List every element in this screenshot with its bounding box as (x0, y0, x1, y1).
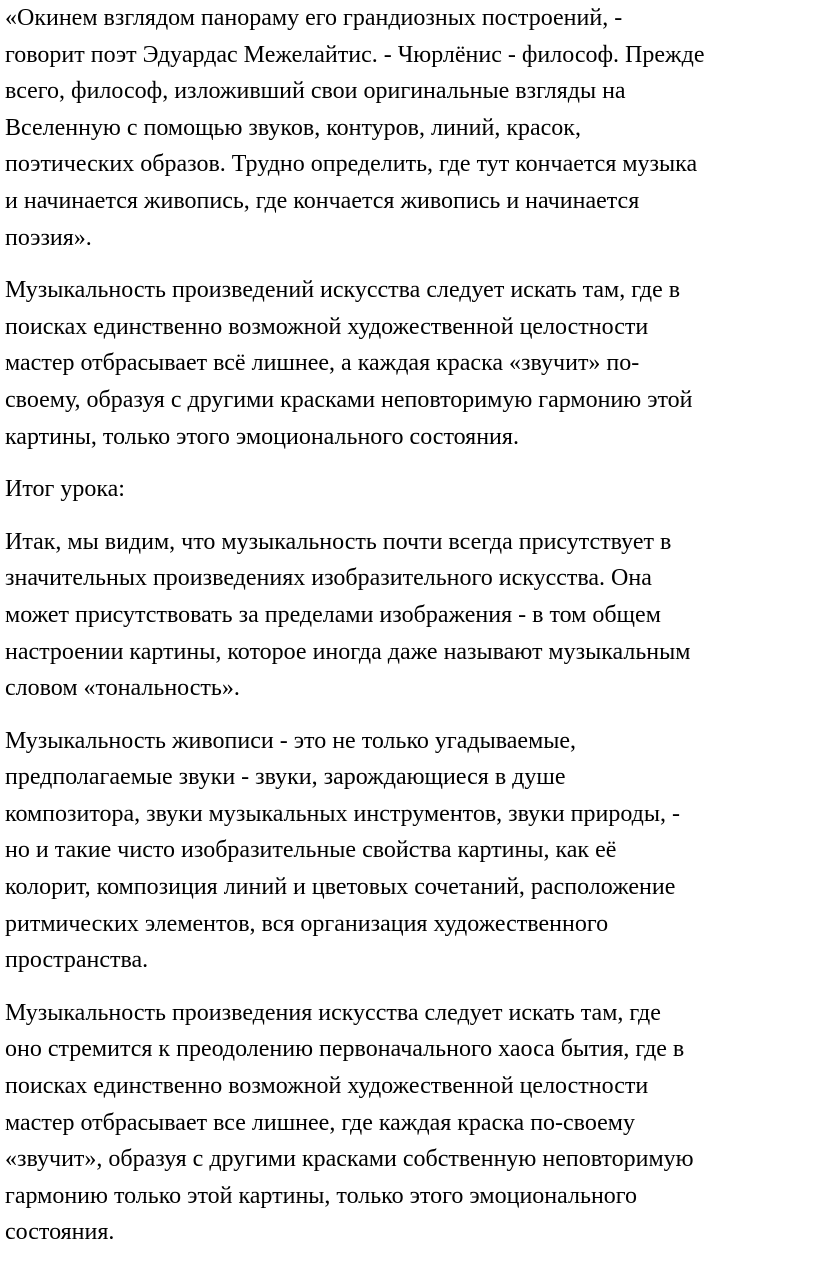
paragraph-gap (5, 455, 816, 471)
paragraph-quote (5, 0, 816, 256)
text-line: Итак, мы видим, что музыкальность почти всегда присутствует в (5, 528, 672, 555)
text-line: картины, только этого эмоционального состояния. (5, 423, 519, 450)
paragraph-gap (5, 979, 816, 995)
text-line: поисках единственно возможной художественной целостности (5, 313, 649, 340)
text-line: может присутствовать за пределами изображения - в том общем (5, 601, 661, 628)
text-line: Музыкальность произведения искусства следует искать там, где (5, 999, 661, 1026)
text-line: мастер отбрасывает всё лишнее, а каждая краска «звучит» по- (5, 350, 640, 377)
text-line: поэзия». (5, 224, 92, 251)
paragraph-gap (5, 707, 816, 723)
text-line: пространства. (5, 947, 149, 974)
paragraph-artwork-musicality (5, 995, 816, 1251)
paragraph-musicality (5, 272, 816, 455)
text-line: своему, образуя с другими красками неповторимую гармонию этой (5, 386, 693, 413)
text-line: колорит, композиция линий и цветовых сочетаний, расположение (5, 874, 676, 901)
text-line: композитора, звуки музыкальных инструментов, звуки природы, - (5, 800, 680, 827)
text-line: поэтических образов. Трудно определить, где тут кончается музыка (5, 151, 698, 178)
paragraph-painting-musicality (5, 723, 816, 979)
paragraph-gap (5, 256, 816, 272)
text-line: и начинается живопись, где кончается живопись и начинается (5, 187, 640, 214)
text-line: Музыкальность произведений искусства следует искать там, где в (5, 277, 681, 304)
text-line: ритмических элементов, вся организация художественного (5, 910, 609, 937)
text-line: говорит поэт Эдуардас Межелайтис. - Чюрлёнис - философ. Прежде (5, 41, 705, 68)
text-line: мастер отбрасывает все лишнее, где каждая краска по-своему (5, 1109, 635, 1136)
text-line: предполагаемые звуки - звуки, зарождающиеся в душе (5, 764, 566, 791)
text-line: «Окинем взглядом панораму его грандиозных построений, - (5, 5, 623, 31)
text-line: всего, философ, изложивший свои оригинальные взгляды на (5, 78, 626, 105)
text-line: состояния. (5, 1219, 115, 1246)
document-page (5, 0, 816, 1251)
text-line: Вселенную с помощью звуков, контуров, линий, красок, (5, 114, 581, 141)
text-line: но и такие чисто изобразительные свойства картины, как её (5, 837, 617, 864)
text-line: гармонию только этой картины, только этого эмоционального (5, 1182, 638, 1209)
text-line: Итог урока: (5, 476, 125, 503)
text-line: «звучит», образуя с другими красками собственную неповторимую (5, 1146, 694, 1173)
text-line: оно стремится к преодолению первоначального хаоса бытия, где в (5, 1036, 685, 1063)
text-line: значительных произведениях изобразительного искусства. Она (5, 565, 652, 592)
paragraph-lesson-summary-heading (5, 471, 816, 508)
text-line: словом «тональность». (5, 675, 240, 702)
paragraph-gap (5, 508, 816, 524)
paragraph-conclusion (5, 524, 816, 707)
text-line: поисках единственно возможной художественной целостности (5, 1073, 649, 1100)
text-line: Музыкальность живописи - это не только угадываемые, (5, 727, 577, 754)
text-line: настроении картины, которое иногда даже называют музыкальным (5, 638, 691, 665)
